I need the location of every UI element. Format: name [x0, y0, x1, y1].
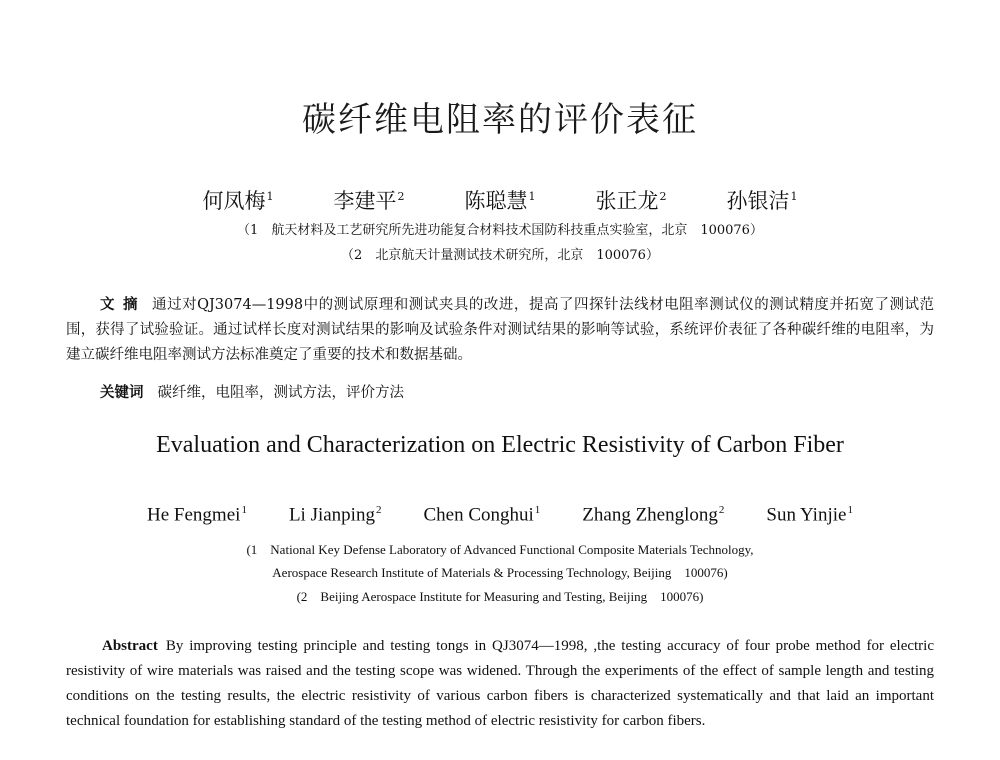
chinese-author: 李建平$^2$	[333, 189, 405, 213]
english-author: Li Jianping$^2$	[288, 504, 382, 526]
english-abstract-text: By improving testing principle and testing tongs in QJ3074—1998, ,the testing accuracy of four probe method for electric resistivity of wire materials was raised and the testing scope was widened. Through the experiments of the effect of sample length and testing conditions on the testing results, the electric resistivity of various carbon fibers is characterized systematically and that laid an important technical foundation for establishing standard of the testing method of electric resistivity for carbon fibers.	[66, 638, 934, 729]
english-abstract	[66, 634, 934, 734]
chinese-author: 孙银洁$^1$	[726, 189, 798, 213]
english-author: Sun Yinjie$^1$	[766, 504, 853, 526]
english-abstract-label: Abstract	[102, 638, 158, 654]
chinese-keywords	[100, 381, 404, 402]
chinese-keywords-label: 关键词	[100, 384, 144, 401]
english-author: Zhang Zhenglong$^2$	[582, 504, 725, 526]
chinese-author: 张正龙$^2$	[595, 189, 667, 213]
chinese-affiliation-1: （1 航天材料及工艺研究所先进功能复合材料技术国防科技重点实验室，北京 100076）	[237, 223, 763, 238]
chinese-title: 碳纤维电阻率的评价表征	[302, 100, 698, 140]
chinese-abstract-text: 通过对QJ3074—1998中的测试原理和测试夹具的改进，提高了四探针法线材电阻率测试仪的测试精度并拓宽了测试范围，获得了试验验证。通过试样长度对测试结果的影响及试验条件对测试结果的影响等试验，系统评价表征了各种碳纤维的电阻率，为建立碳纤维电阻率测试方法标准奠定了重要的技术和数据基础。	[66, 297, 935, 363]
chinese-keywords-text: 碳纤维，电阻率，测试方法，评价方法	[157, 385, 404, 401]
english-affiliation-2: (2 Beijing Aerospace Institute for Measuring and Testing, Beijing 100076)	[296, 589, 704, 604]
english-affiliation-1: (1 National Key Defense Laboratory of Advanced Functional Composite Materials Technology,	[246, 542, 754, 557]
chinese-abstract-label: 文摘	[100, 296, 147, 313]
english-author: Chen Conghui$^1$	[423, 504, 541, 526]
english-title: Evaluation and Characterization on Electric Resistivity of Carbon Fiber	[156, 432, 844, 458]
chinese-author: 何凤梅$^1$	[202, 189, 274, 213]
chinese-author-list	[0, 185, 1000, 215]
chinese-abstract	[66, 292, 934, 368]
english-author-list	[0, 504, 1000, 526]
english-affiliation-1-continued: Aerospace Research Institute of Materials & Processing Technology, Beijing 100076)	[272, 565, 728, 580]
chinese-author: 陈聪慧$^1$	[464, 189, 536, 213]
chinese-affiliation-2: （2 北京航天计量测试技术研究所，北京 100076）	[341, 248, 659, 263]
english-author: He Fengmei$^1$	[147, 504, 247, 526]
